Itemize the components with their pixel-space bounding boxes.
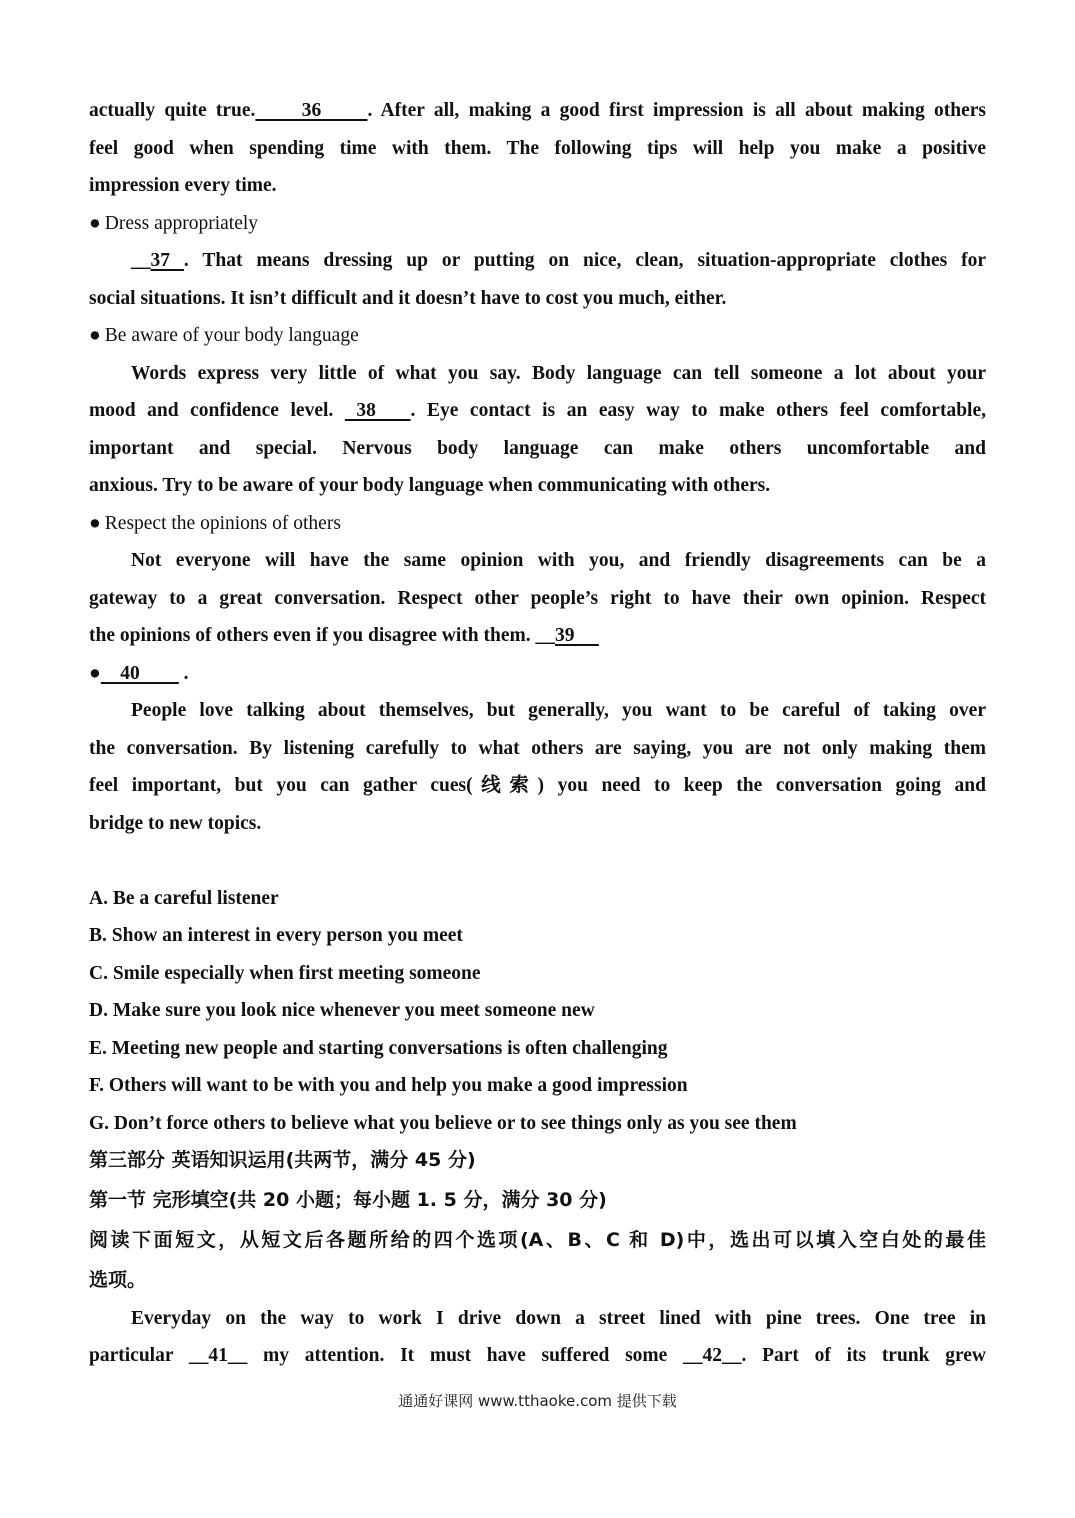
passage-line: the opinions of others even if you disagree with them. __39 — [89, 625, 599, 646]
option-a: A. Be a careful listener — [89, 887, 279, 909]
passage-line: feel important, but you can gather cues(线索) you need to keep the conversation going and — [89, 775, 986, 796]
cloze-line: Everyday on the way to work I drive down a street lined with pine trees. One tree in — [131, 1307, 986, 1329]
option-b: B. Show an interest in every person you meet — [89, 925, 463, 946]
tip-heading-dress: ● Dress appropriately — [89, 212, 259, 234]
passage-line: __37 . That means dressing up or putting on nice, clean, situation-appropriate clothes for — [131, 250, 986, 271]
blank-36: 36 — [255, 100, 368, 121]
option-e: E. Meeting new people and starting conversations is often challenging — [89, 1037, 668, 1059]
spacer — [89, 842, 986, 880]
blank-37: 37 — [150, 250, 184, 271]
bullet-icon: ● — [89, 212, 101, 234]
blank-39: 39 — [555, 625, 599, 646]
instruction-line: 阅读下面短文，从短文后各题所给的四个选项(A、B、C 和 D)中，选出可以填入空白处的最佳 — [89, 1228, 986, 1251]
passage-line: Words express very little of what you say. Body language can tell someone a lot about your — [131, 362, 986, 384]
option-c: C. Smile especially when first meeting someone — [89, 962, 481, 984]
blank-40: 40 — [100, 662, 179, 684]
page-footer: 通通好课网 www.tthaoke.com 提供下载 — [398, 1392, 677, 1410]
tip-heading-body-language: ● Be aware of your body language — [89, 325, 359, 346]
passage-line: feel good when spending time with them. The following tips will help you make a positive — [89, 137, 986, 159]
option-g: G. Don’t force others to believe what you believe or to see things only as you see them — [89, 1112, 797, 1134]
passage-line: social situations. It isn’t difficult and it doesn’t have to cost you much, either. — [89, 287, 727, 309]
passage-line: Not everyone will have the same opinion with you, and friendly disagreements can be a — [131, 550, 986, 571]
passage-line: the conversation. By listening carefully to what others are saying, you are not only making them — [89, 737, 986, 759]
bullet-icon: ● — [89, 662, 101, 684]
option-d: D. Make sure you look nice whenever you meet someone new — [89, 1000, 595, 1021]
section-one-title: 第一节 完形填空(共 20 小题；每小题 1. 5 分，满分 30 分) — [89, 1188, 607, 1211]
passage-line: actually quite true. 36 . After all, making a good first impression is all about making others — [89, 100, 986, 121]
cloze-line: particular __41__ my attention. It must have suffered some __42__. Part of its trunk grew — [89, 1345, 986, 1366]
part-three-title: 第三部分 英语知识运用(共两节，满分 45 分) — [89, 1149, 476, 1171]
passage-line: People love talking about themselves, but generally, you want to be careful of taking over — [131, 700, 986, 721]
tip-heading-40: ● 40 . — [89, 662, 189, 684]
bullet-icon: ● — [89, 512, 101, 534]
option-f: F. Others will want to be with you and help you make a good impression — [89, 1075, 688, 1096]
blank-38: 38 — [344, 400, 411, 421]
passage-line: impression every time. — [89, 175, 277, 196]
bullet-icon: ● — [89, 325, 101, 346]
instruction-line: 选项。 — [89, 1268, 147, 1291]
passage-line: bridge to new topics. — [89, 812, 262, 834]
document-page — [89, 92, 986, 1375]
passage-line: important and special. Nervous body language can make others uncomfortable and — [89, 437, 986, 459]
passage-line: anxious. Try to be aware of your body language when communicating with others. — [89, 475, 771, 496]
passage-line: gateway to a great conversation. Respect other people’s right to have their own opinion. Respect — [89, 587, 986, 609]
passage-line: mood and confidence level. 38 . Eye contact is an easy way to make others feel comfortable, — [89, 400, 986, 421]
tip-heading-respect: ● Respect the opinions of others — [89, 512, 341, 534]
